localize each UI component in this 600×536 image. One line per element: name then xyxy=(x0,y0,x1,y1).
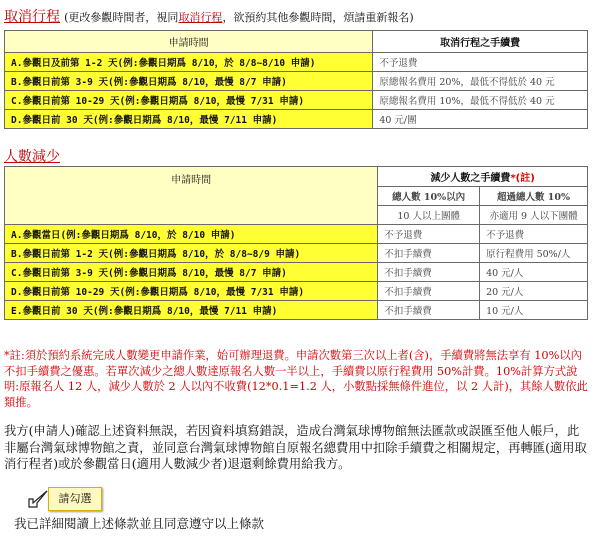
reduce-subheader-within: 總人數 10%以內 xyxy=(378,187,480,206)
reduce-fee2-d: 20 元/人 xyxy=(480,282,588,301)
cancel-period-b: B.參觀日前第 3-9 天(例:參觀日期爲 8/10，最慢 8/7 申請) xyxy=(5,72,373,91)
cancel-section-heading xyxy=(4,6,414,26)
table-row xyxy=(5,225,588,244)
cancel-fee-b: 原總報名費用 20%，最低不得低於 40 元 xyxy=(373,72,588,91)
agree-checkbox-label[interactable]: 我已詳細閱讀上述條款並且同意遵守以上條款 xyxy=(14,516,265,531)
table-row xyxy=(5,72,588,91)
reduce-period-b: B.參觀日前第 1-2 天(例:參觀日期爲 8/10，於 8/8~8/9 申請) xyxy=(5,244,378,263)
table-row xyxy=(5,301,588,320)
select-tooltip: 請勾選 xyxy=(48,487,102,511)
reduce-fee-table xyxy=(4,166,588,320)
cancel-note: (更改參觀時間者，視同取消行程，欲預約其他參觀時間，煩請重新報名) xyxy=(64,11,414,24)
reduce-subheader-group: 10 人以上團體 xyxy=(378,206,480,225)
reduce-subheader-over: 超過總人數 10% xyxy=(480,187,588,206)
reduce-fee2-e: 10 元/人 xyxy=(480,301,588,320)
table-row xyxy=(5,282,588,301)
reduce-period-e: E.參觀日前 30 天(例:參觀日期爲 8/10，最慢 7/11 申請) xyxy=(5,301,378,320)
table-row xyxy=(5,53,588,72)
reduce-header-period: 申請時間 xyxy=(5,167,378,225)
reduce-title: 人數減少 xyxy=(4,149,60,165)
reduce-header-fee: 減少人數之手續費*(註) xyxy=(378,167,588,187)
pointer-arrow-icon xyxy=(27,489,49,509)
reduce-fee2-a: 不予退費 xyxy=(480,225,588,244)
reduce-period-d: D.參觀日前第 10-29 天(例:參觀日期爲 8/10，最慢 7/31 申請) xyxy=(5,282,378,301)
table-row xyxy=(5,244,588,263)
fee-footnote: *註:須於預約系統完成人數變更申請作業，始可辦理退費。申請次數第三次以上者(含)，手續費將無法享有 10%以內不扣手續費之優惠。若單次減少之總人數達原報名人數一半以上，手續費以原行程費用 50%計費。10%計算方式說明:原報名人 12 人，減少人數於 2 人以內不收費(12*0.1=1.2 人，小數點採無條件進位，以 2 人計)，其餘人數依此類推。 xyxy=(4,349,588,409)
reduce-fee1-c: 不扣手續費 xyxy=(378,263,480,282)
cancel-period-c: C.參觀日前第 10-29 天(例:參觀日期爲 8/10，最慢 7/31 申請) xyxy=(5,91,373,110)
cancel-fee-table xyxy=(4,30,588,129)
declaration-text: 我方(申請人)確認上述資料無誤，若因資料填寫錯誤，造成台灣氣球博物館無法匯款或誤匯至他人帳戶，此非屬台灣氣球博物館之責，並同意台灣氣球博物館自原報名總費用中扣除手續費之相關規定，再轉匯(適用取消行程者)或於參觀當日(適用人數減少者)退還剩餘費用給我方。 xyxy=(4,424,587,471)
cancel-header-fee: 取消行程之手續費 xyxy=(373,31,588,53)
reduce-period-a: A.參觀當日(例:參觀日期爲 8/10，於 8/10 申請) xyxy=(5,225,378,244)
table-row xyxy=(5,91,588,110)
reduce-fee2-b: 原行程費用 50%/人 xyxy=(480,244,588,263)
table-row xyxy=(5,110,588,129)
cancel-period-d: D.參觀日前 30 天(例:參觀日期爲 8/10，最慢 7/11 申請) xyxy=(5,110,373,129)
table-row xyxy=(5,263,588,282)
reduce-fee1-b: 不扣手續費 xyxy=(378,244,480,263)
cancel-period-a: A.參觀日及前第 1-2 天(例:參觀日期爲 8/10，於 8/8~8/10 申請) xyxy=(5,53,373,72)
cancel-fee-a: 不予退費 xyxy=(373,53,588,72)
cancel-fee-c: 原總報名費用 10%，最低不得低於 40 元 xyxy=(373,91,588,110)
cancel-title: 取消行程 xyxy=(4,9,60,25)
reduce-fee2-c: 40 元/人 xyxy=(480,263,588,282)
reduce-subheader-small: 亦適用 9 人以下團體 xyxy=(480,206,588,225)
reduce-fee1-e: 不扣手續費 xyxy=(378,301,480,320)
cancel-fee-d: 40 元/團 xyxy=(373,110,588,129)
reduce-fee1-d: 不扣手續費 xyxy=(378,282,480,301)
reduce-period-c: C.參觀日前第 3-9 天(例:參觀日期爲 8/10，最慢 8/7 申請) xyxy=(5,263,378,282)
reduce-fee1-a: 不予退費 xyxy=(378,225,480,244)
cancel-header-period: 申請時間 xyxy=(5,31,373,53)
reduce-section-heading xyxy=(4,146,60,166)
